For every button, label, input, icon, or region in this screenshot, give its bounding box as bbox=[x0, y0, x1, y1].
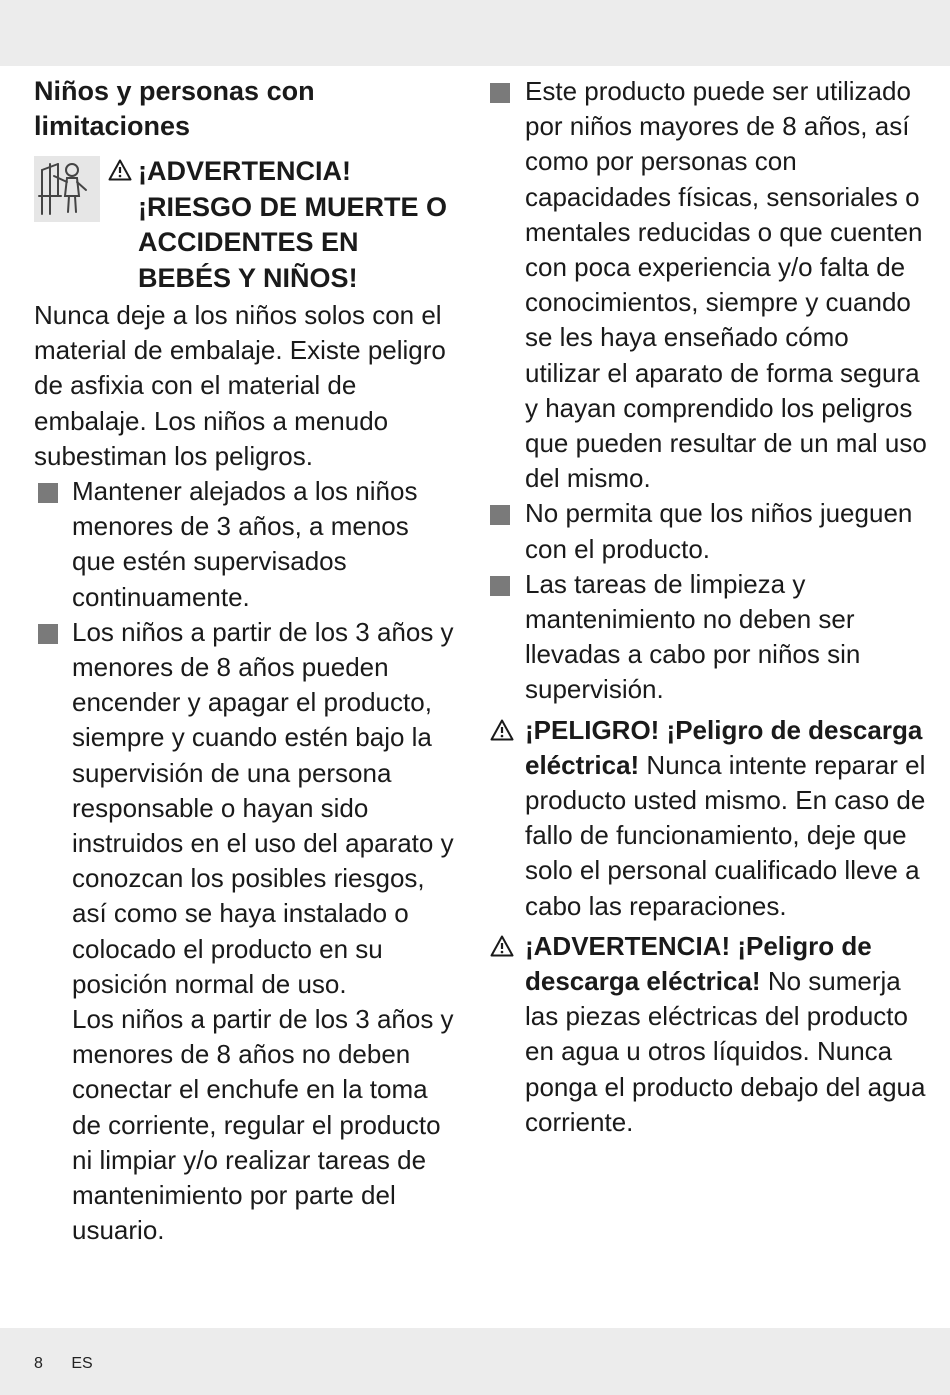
list-item bbox=[490, 74, 930, 496]
list-item-text: No permita que los niños jueguen con el producto. bbox=[525, 498, 913, 564]
warning-text bbox=[525, 929, 930, 1140]
list-item-text: Los niños a partir de los 3 años y menores de 8 años pueden encender y apagar el producto, siempre y cuando estén bajo la supervisión de una persona responsable o hayan sido instruidos en el uso del aparato y conozcan los posibles riesgos, así como se haya instalado o colocado el producto en su posición normal de uso. bbox=[72, 616, 454, 999]
top-band bbox=[0, 0, 950, 66]
language-code: ES bbox=[71, 1355, 93, 1372]
list-item bbox=[34, 474, 454, 615]
warning-heading bbox=[108, 154, 454, 296]
list-item-text: Las tareas de limpieza y mantenimiento no deben ser llevadas a cabo por niños sin supervisión. bbox=[525, 568, 861, 705]
list-item bbox=[490, 496, 930, 566]
danger-title: ¡PELIGRO! ¡Peligro de descarga eléctrica! bbox=[525, 714, 923, 780]
section-heading: Niños y personas con limitaciones bbox=[34, 76, 315, 141]
list-item-text: Mantener alejados a los niños menores de 3 años, a menos que estén supervisados continuamente. bbox=[72, 476, 418, 612]
intro-paragraph: Nunca deje a los niños solos con el material de embalaje. Existe peligro de asfixia con el material de embalaje. Los niños a menudo subestiman los peligros. bbox=[34, 300, 446, 471]
square-bullet-icon bbox=[38, 624, 58, 644]
right-column bbox=[490, 74, 930, 1140]
square-bullet-icon bbox=[490, 83, 510, 103]
warning-triangle-icon bbox=[108, 154, 134, 296]
danger-body: Nunca intente reparar el producto usted mismo. En caso de fallo de funcionamiento, deje que solo el personal cualificado lleve a cabo las reparaciones. bbox=[525, 749, 926, 921]
warning2-title: ¡ADVERTENCIA! ¡Peligro de descarga eléctrica! bbox=[525, 930, 872, 997]
warning-notice bbox=[490, 929, 930, 1140]
list-item-text: Este producto puede ser utilizado por niños mayores de 8 años, así como por personas con capacidades físicas, sensoriales o mentales reducidas o que cuenten con poca experiencia y/o falta de conocimientos, siempre y cuando se les haya enseñado cómo utilizar el aparato de forma segura y hayan comprendido los peligros que pueden resultar de un mal uso del mismo. bbox=[525, 76, 927, 494]
child-warning-icon bbox=[34, 156, 100, 222]
warning-triangle-icon bbox=[490, 929, 514, 966]
left-column bbox=[34, 74, 454, 1248]
square-bullet-icon bbox=[490, 576, 510, 596]
page-number: 8 bbox=[34, 1355, 43, 1372]
child-warning-block bbox=[34, 154, 454, 296]
list-item bbox=[34, 615, 454, 1002]
square-bullet-icon bbox=[38, 483, 58, 503]
page-footer bbox=[34, 1355, 117, 1373]
danger-text bbox=[525, 713, 930, 924]
bottom-band bbox=[0, 1328, 950, 1395]
square-bullet-icon bbox=[490, 505, 510, 525]
danger-notice bbox=[490, 713, 930, 924]
warning-triangle-icon bbox=[490, 713, 514, 750]
list-item bbox=[490, 567, 930, 708]
warning-title-text: ¡ADVERTENCIA! ¡RIESGO DE MUERTE O ACCIDENTES EN BEBÉS Y NIÑOS! bbox=[138, 156, 448, 293]
continuation-paragraph: Los niños a partir de los 3 años y menores de 8 años no deben conectar el enchufe en la toma de corriente, regular el producto ni limpiar y/o realizar tareas de mantenimiento por parte del usuario. bbox=[72, 1004, 454, 1246]
warning2-body: No sumerja las piezas eléctricas del producto en agua u otros líquidos. Nunca ponga el producto debajo del agua corriente. bbox=[525, 966, 926, 1137]
